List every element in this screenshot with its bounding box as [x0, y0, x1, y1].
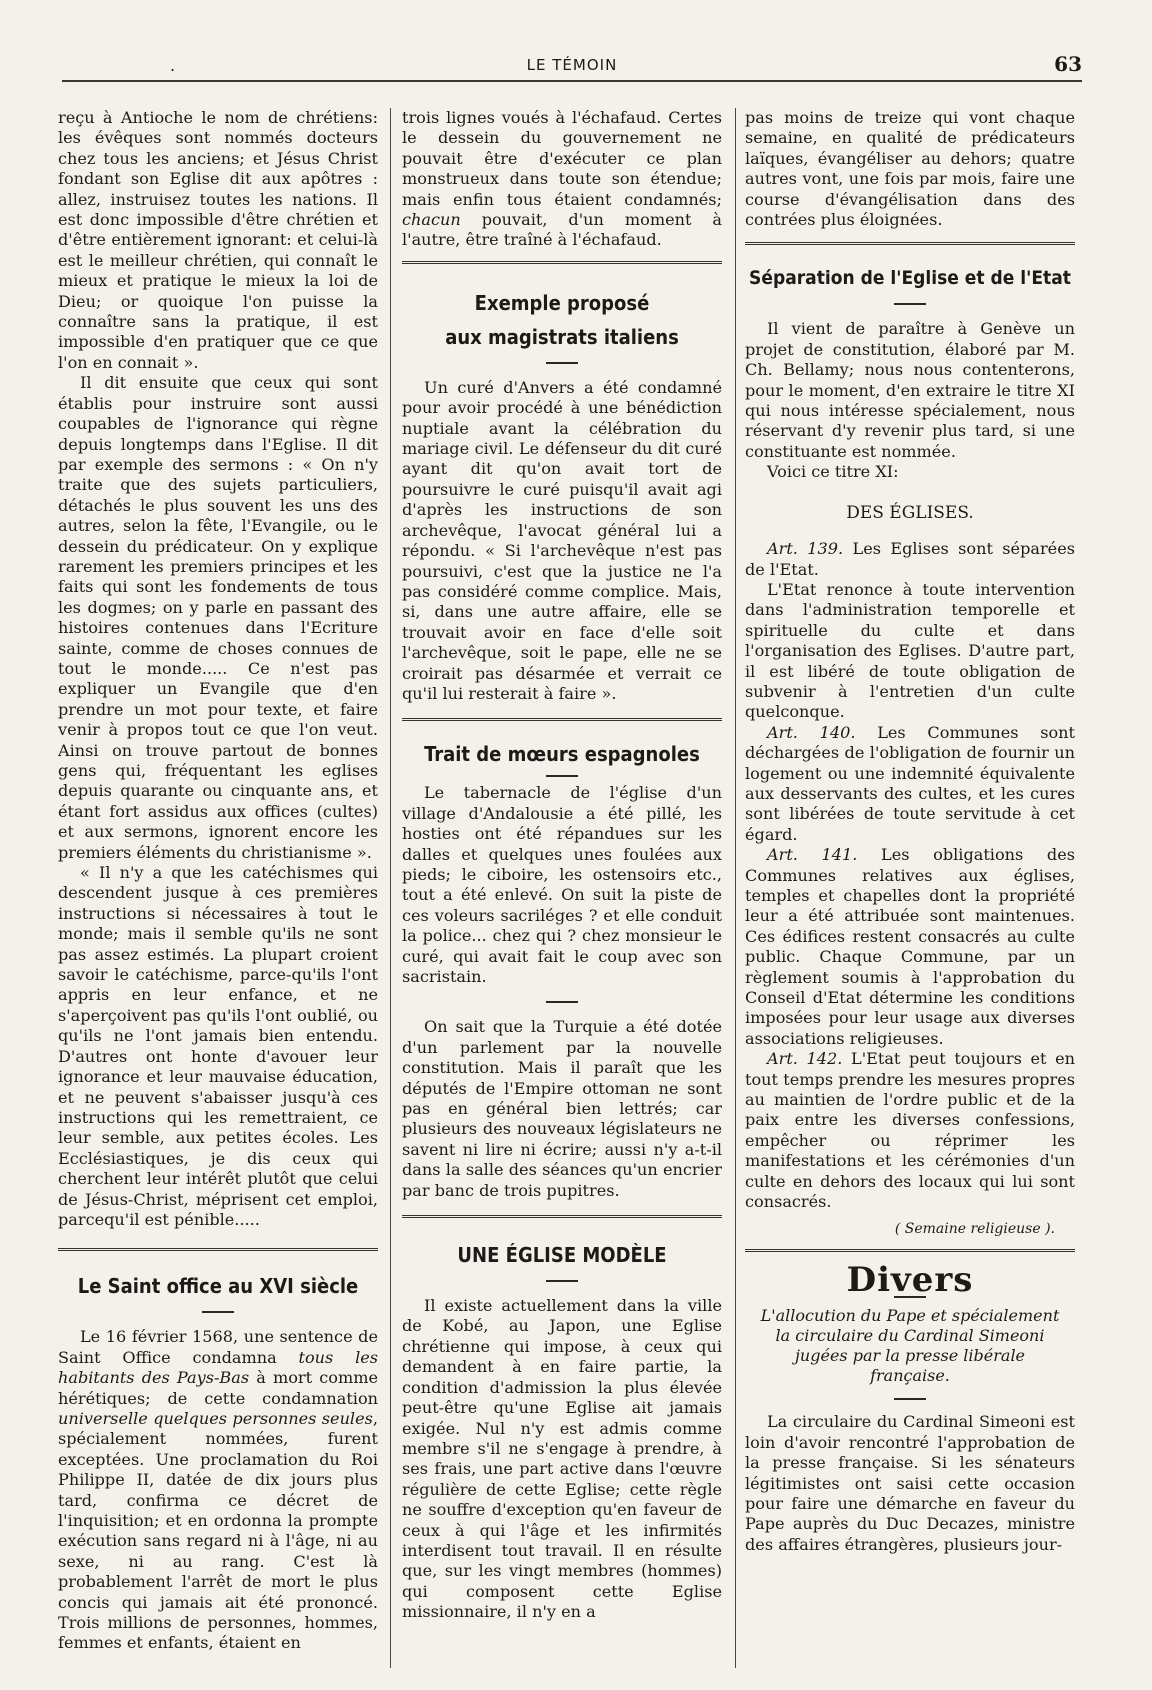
- paragraph: Un curé d'Anvers a été condamné pour avoir procédé à une bénédiction nuptiale avant la célébration du mariage civil. Le défenseur du dit curé ayant dit qu'on avait tort de poursuivre le curé puisqu'il avait agi d'après les instructions de son archevêque, l'avocat général lui a répondu. « Si l'archevêque n'est pas poursuivi, c'est que la justice ne l'a pas considéré comme complice. Mais, si, dans une autre affaire, elle se trouvait avoir en face d'elle soit l'archevêque, soit le pape, elle ne se croirait pas désarmée et verrait ce qu'il lui resterait à faire ».: [402, 377, 722, 703]
- text-run: trois lignes voués à l'échafaud. Certes le dessein du gouvernement ne pouvait être d'exécuter ce plan monstrueux dans toute son étendue; mais enfin tous étaient condamnés;: [402, 108, 722, 209]
- paragraph: Il existe actuellement dans la ville de Kobé, au Japon, une Eglise chrétienne qui impose, à ceux qui demandent à en faire partie, la condition d'admission la plus élevée peut-être qu'une Eglise ait jamais exigée. Nul n'y est admis comme membre s'il ne s'engage à prendre, à ses frais, une part active dans l'œuvre régulière de cette Eglise; cette règle ne souffre d'exception qu'en faveur de ceux à qui l'âge et les infirmités interdisent tout travail. Il en résulte que, sur les vingt membres (hommes) qui composent cette Eglise missionnaire, il n'y en a: [402, 1296, 722, 1622]
- section-separator: [745, 1249, 1075, 1252]
- paragraph: On sait que la Turquie a été dotée d'un parlement par la nouvelle constitution. Mais il paraît que les députés de l'Empire ottoman ne sont pas en général bien lettrés; car plusieurs des nouveaux législateurs ne savent ni lire ni écrire; aussi n'y a-t-il dans la salle des séances qu'un encrier par banc de trois pupitres.: [402, 1017, 722, 1200]
- text-run: Les Eglises sont séparées de l'Etat.: [745, 539, 1075, 579]
- column-rule-1: [390, 108, 391, 1668]
- article-title: Séparation de l'Eglise et de l'Etat: [749, 267, 1071, 290]
- section-title: Divers: [846, 1259, 974, 1300]
- section-separator: [58, 1248, 378, 1251]
- source-credit: ( Semaine religieuse ).: [894, 1220, 1055, 1237]
- paragraph: Il dit ensuite que ceux qui sont établis pour instruire sont aussi coupables de l'ignorance qui règne depuis longtemps dans l'Eglise. Il dit par exemple des sermons : « On n'y traite que des sujets particuliers, détachés le plus souvent les uns des autres, selon la fête, l'Evangile, ou le dessein du prédicateur. On y explique rarement les premiers principes et les faits qui sont les fondements de tous les dogmes; on y parle en passant des histoires contenues dans l'Ecriture sainte, comme de choses connues de tout le monde..... Ce n'est pas expliquer un Evangile que d'en prendre un mot pour texte, et faire venir à propos tout ce que l'on veut. Ainsi on trouve partout de bonnes gens qui, fréquentant les eglises depuis quarante ou cinquante ans, et étant fort assidus aux offices (cultes) et aux sermons, ignorent encore les premiers éléments du christianisme ».: [58, 373, 378, 862]
- paragraph: Le tabernacle de l'église d'un village d'Andalousie a été pillé, les hosties ont été répandues sur les dalles et quelques unes foulées aux pieds; le ciboire, les ostensoirs etc., tout a été enlevé. On suit la piste de ces voleurs sacriléges ? et elle conduit la police... chez qui ? chez monsieur le curé, qui avait fait le coup avec son sacristain.: [402, 783, 722, 986]
- article-subheading: L'allocution du Pape et spécialement la circulaire du Cardinal Simeoni jugées par la presse libérale française.: [760, 1306, 1060, 1386]
- paragraph: La circulaire du Cardinal Simeoni est loin d'avoir rencontré l'approbation de la presse française. Si les sénateurs légitimistes ont saisi cette occasion pour faire une démarche en faveur du Pape auprès du Duc Decazes, ministre des affaires étrangères, plusieurs jour-: [745, 1412, 1075, 1554]
- italic-run: chacun: [402, 210, 461, 230]
- article-title: Trait de mœurs espagnoles: [424, 742, 700, 767]
- page-header: [62, 50, 1082, 82]
- text-run: L'Etat peut toujours et en tout temps prendre les mesures propres au maintien de l'ordre public et de la paix entre les diverses confessions, empêcher ou réprimer les manifestations et les cérémonies d'un culte en dehors des locaux qui lui sont consacrés.: [745, 1049, 1075, 1212]
- page-number: 63: [1054, 52, 1082, 76]
- paragraph: pas moins de treize qui vont chaque semaine, en qualité de prédicateurs laïques, évangéliser au dehors; quatre autres vont, une fois par mois, faire une course d'évangélisation dans des contrées plus éloignées.: [745, 108, 1075, 230]
- column-2: [402, 108, 722, 1668]
- article-number: Art. 141.: [767, 845, 858, 865]
- title-rule: [894, 303, 926, 305]
- paragraph: « Il n'y a que les catéchismes qui descendent jusque à ces premières instructions si nécessaires à tout le monde; mais il semble qu'ils ne sont pas assez estimés. La plupart croient savoir le catéchisme, parce-qu'ils l'ont appris en leur enfance, et ne s'aperçoivent pas qu'ils l'ont oublié, ou qu'ils ne l'ont jamais bien entendu. D'autres ont honte d'avouer leur ignorance et leur mauvaise éducation, et ne peuvent s'abaisser jusqu'à ces instructions qui les remettraient, ce leur semble, aux petites écoles. Les Ecclésiastiques, je dis ceux qui cherchent leur intérêt plutôt que celui de Jésus-Christ, méprisent cet emploi, parcequ'il est pénible.....: [58, 863, 378, 1229]
- paragraph: [58, 1327, 378, 1654]
- italic-run: tous les habitants des Pays-Bas: [58, 1347, 378, 1388]
- article-title: Exemple proposé: [474, 290, 650, 315]
- article-paragraph: [745, 845, 1075, 1049]
- text-run: , spécialement nommées, furent exceptées. Une proclamation du Roi Philippe II, datée de dix jours plus tard, confirma ce décret de l'inquisition; et en ordonna la prompte exécution sans regard ni à l'âge, ni au sexe, ni au rang. C'est là probablement l'arrêt de mort le plus concis qui jamais ait été prononcé. Trois millions de personnes, hommes, femmes et enfants, étaient en: [58, 1408, 378, 1653]
- article-title: UNE ÉGLISE MODÈLE: [457, 1243, 667, 1268]
- paragraph: reçu à Antioche le nom de chrétiens: les évêques sont nommés docteurs chez tous les anciens; et Jésus Christ fondant son Eglise dit aux apôtres : allez, instruisez toutes les nations. Il est donc impossible d'être chrétien et d'être entièrement ignorant: et celui-là est le meilleur chrétien, qui connaît le mieux et pratique le mieux la loi de Dieu; or quoique l'on puisse la connaître sans la pratique, il est impossible d'en pratiquer que ce que l'on en connait ».: [58, 108, 378, 372]
- article-paragraph: [745, 723, 1075, 845]
- text-run: pouvait, d'un moment à l'autre, être traîné à l'échafaud.: [402, 210, 722, 250]
- column-rule-2: [735, 108, 736, 1668]
- text-run: Le 16 février 1568, une sentence de Saint Office condamna: [58, 1327, 378, 1367]
- title-rule: [546, 362, 578, 364]
- paragraph: [402, 108, 722, 251]
- title-rule: [546, 1280, 578, 1282]
- article-title: Le Saint office au XVI siècle: [77, 1274, 359, 1299]
- section-separator: [402, 1215, 722, 1218]
- article-number: Art. 139.: [767, 539, 844, 559]
- paragraph: Il vient de paraître à Genève un projet de constitution, élaboré par M. Ch. Bellamy; nous nous contenterons, pour le moment, d'en extraire le titre XI qui nous intéresse spécialement, nous réservant d'y revenir plus tard, si une constituante est nommée.: [745, 319, 1075, 461]
- text-run: à mort comme hérétiques; de cette condamnation: [58, 1368, 378, 1408]
- paragraph: L'Etat renonce à toute intervention dans l'administration temporelle et spirituelle du culte et dans l'organisation des Eglises. D'autre part, il est libéré de toute obligation de subvenir à l'entretien d'un culte quelconque.: [745, 579, 1075, 722]
- paragraph: Voici ce titre XI:: [767, 462, 899, 482]
- header-dot: .: [170, 56, 176, 75]
- section-separator: [745, 242, 1075, 245]
- column-1: [58, 108, 378, 1668]
- article-paragraph: [745, 539, 1075, 580]
- section-rule: [546, 1001, 578, 1003]
- section-separator: [402, 261, 722, 264]
- article-number: Art. 140.: [767, 722, 856, 742]
- title-rule: [546, 775, 578, 777]
- section-separator: [402, 718, 722, 721]
- text-run: Les Communes sont déchargées de l'obligation de fournir un logement ou une indemnité équivalente aux desservants des cultes, et les cures sont libérées de toute servitude à cet égard.: [745, 722, 1075, 844]
- title-rule: [894, 1398, 926, 1400]
- column-3: [745, 108, 1075, 1668]
- article-paragraph: [745, 1049, 1075, 1212]
- running-title: LE TÉMOIN: [526, 56, 618, 74]
- italic-run: universelle quelques personnes seules: [58, 1408, 373, 1428]
- text-run: Les obligations des Communes relatives aux églises, temples et chapelles dont la propriété leur a été attribuée sont maintenues. Ces édifices restent consacrés au culte public. Chaque Commune, par un règlement soumis à l'approbation du Conseil d'Etat détermine les conditions imposées pour leur usage aux diverses associations religieuses.: [745, 845, 1075, 1048]
- section-heading: DES ÉGLISES.: [846, 502, 974, 523]
- article-title-line-2: aux magistrats italiens: [445, 324, 679, 349]
- article-number: Art. 142.: [767, 1049, 843, 1069]
- title-rule: [202, 1311, 234, 1313]
